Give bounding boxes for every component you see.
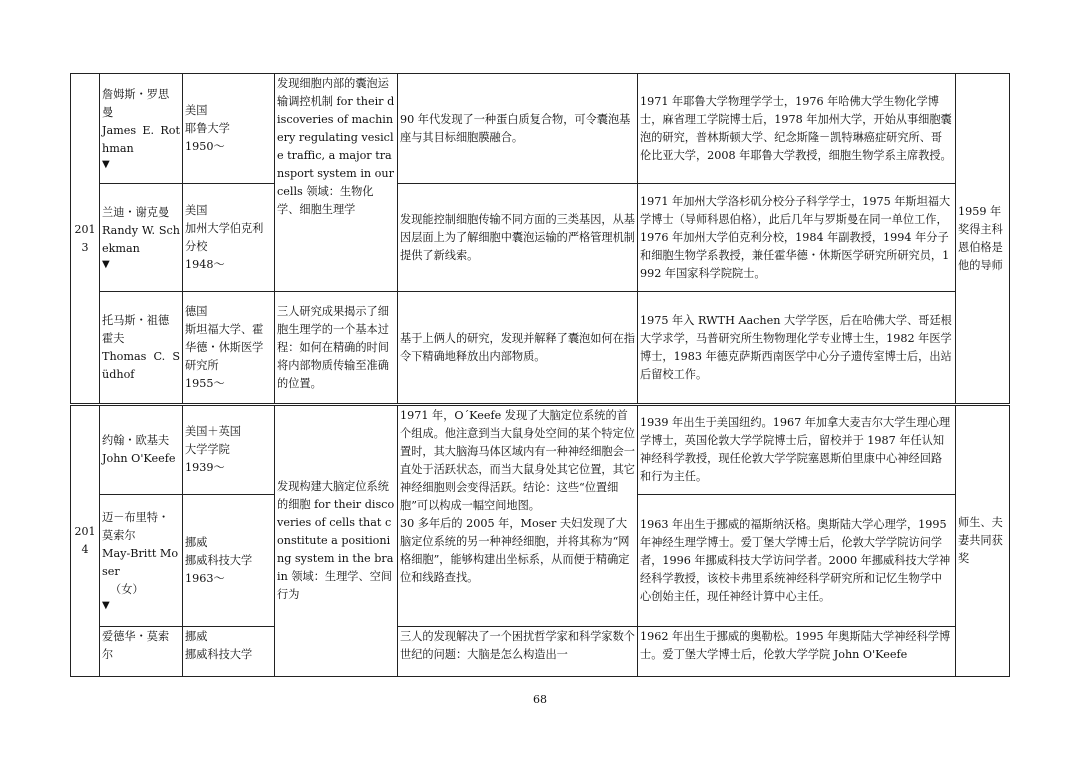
country: 德国 [185, 304, 208, 318]
contribution-cell: 三人的发现解决了一个困扰哲学家和科学家数个世纪的问题：大脑是怎么构造出一 [398, 627, 638, 677]
institution: 挪威科技大学 [185, 553, 253, 567]
country: 挪威 [185, 535, 208, 549]
laureate-name-cell [100, 405, 183, 495]
note-cell: 师生、夫妻共同获奖 [956, 405, 1010, 677]
laureate-name-cell [100, 627, 183, 677]
bio-cell: 1971 年耶鲁大学物理学学士，1976 年哈佛大学生物化学博士，麻省理工学院博士后，1978 年加州大学，开始从事细胞囊泡的研究，普林斯顿大学、纪念斯隆－凯特琳癌症研究所、哥伦比亚大学，2008 年耶鲁大学教授，细胞生物学系主席教授。 [638, 74, 956, 184]
bio-cell: 1962 年出生于挪威的奥勒松。1995 年奥斯陆大学神经科学博士。爱丁堡大学博士后，伦敦大学学院 John O'Keefe [638, 627, 956, 677]
laureate-name-en: Randy W. Schekman [102, 223, 180, 255]
bio-cell: 1975 年入 RWTH Aachen 大学学医，后在哈佛大学、哥廷根大学求学，马普研究所生物物理化学专业博士生，1982 年医学博士，1983 年德克萨斯西南医学中心分子遗传室博士后，出站后留校工作。 [638, 292, 956, 405]
laureate-name-cn: 兰迪・谢克曼 [102, 205, 170, 219]
laureate-name-cn: 爱德华・莫索尔 [102, 630, 170, 661]
institution: 挪威科技大学 [185, 648, 253, 661]
down-triangle-icon: ▼ [102, 599, 110, 611]
table-row [71, 74, 1010, 184]
discovery-summary-cell: 三人研究成果揭示了细胞生理学的一个基本过程：如何在精确的时间将内部物质传输至准确的位置。 [275, 292, 398, 405]
affiliation-cell [183, 405, 275, 495]
country: 美国 [185, 203, 208, 217]
birth-year: 1950～ [185, 139, 225, 153]
laureate-name-en: Thomas C. Südhof [102, 349, 180, 381]
bio-cell: 1939 年出生于美国纽约。1967 年加拿大麦吉尔大学生理心理学博士，英国伦敦大学学院博士后，留校并于 1987 年任认知神经科学教授，现任伦敦大学学院塞恩斯伯里康中心神经回路和行为主任。 [638, 405, 956, 495]
country: 挪威 [185, 630, 208, 643]
discovery-cell: 发现构建大脑定位系统的细胞 for their discoveries of cells that constitute a positioning system in the brain 领域：生理学、空间行为 [275, 405, 398, 677]
down-triangle-icon: ▼ [102, 158, 110, 170]
table-row [71, 405, 1010, 495]
laureate-name-cell [100, 74, 183, 184]
note-cell: 1959 年奖得主科恩伯格是他的导师 [956, 74, 1010, 405]
laureate-name-en: May-Britt Moser [102, 546, 179, 578]
contribution-cell: 基于上俩人的研究，发现并解释了囊泡如何在指令下精确地释放出内部物质。 [398, 292, 638, 405]
institution: 加州大学伯克利分校 [185, 221, 264, 253]
country: 美国＋英国 [185, 425, 241, 438]
birth-year: 1955～ [185, 376, 225, 390]
affiliation-cell [183, 627, 275, 677]
contribution-text-1: 1971 年，O´Keefe 发现了大脑定位系统的首个组成。他注意到当大鼠身处空间的某个特定位置时，其大脑海马体区域内有一种神经细胞会一直处于活跃状态，而当大鼠身处其它位置，其它神经细胞则会变得活跃。结论：这些“位置细胞”可以构成一幅空间地图。 [400, 409, 635, 512]
birth-year: 1963～ [185, 571, 225, 585]
contribution-cell [398, 405, 638, 627]
contribution-cell: 90 年代发现了一种蛋白质复合物，可令囊泡基座与其目标细胞膜融合。 [398, 74, 638, 184]
laureate-name-cn: 约翰・欧基夫 [102, 434, 170, 447]
laureate-name-cn: 托马斯・祖德霍夫 [102, 313, 170, 345]
laureate-name-note: （女） [110, 582, 144, 596]
table-row [71, 292, 1010, 405]
page-number: 68 [533, 693, 547, 706]
bio-cell: 1963 年出生于挪威的福斯纳沃格。奥斯陆大学心理学，1995 年神经生理学博士。爱丁堡大学博士后，伦敦大学学院访问学者，1996 年挪威科技大学访问学者。2000 年挪威科技大学神经科学教授，该校卡弗里系统神经科学研究所和记忆生物学中心创始主任，现任神经计算中心主任。 [638, 495, 956, 627]
table-row [71, 627, 1010, 677]
institution: 斯坦福大学、霍华德・休斯医学研究所 [185, 322, 264, 372]
country: 美国 [185, 103, 208, 117]
affiliation-cell [183, 292, 275, 405]
laureate-name-cell [100, 184, 183, 292]
down-triangle-icon: ▼ [102, 258, 110, 270]
birth-year: 1939～ [185, 461, 225, 474]
laureate-name-en: James E. Rothman [102, 123, 180, 155]
year-cell: 2014 [71, 405, 100, 677]
bio-cell: 1971 年加州大学洛杉矶分校分子科学学士，1975 年斯坦福大学博士（导师科恩伯格），此后几年与罗斯曼在同一单位工作，1976 年加州大学伯克利分校，1984 年副教授，1994 年分子和细胞生物学系教授，兼任霍华德・休斯医学研究所研究员，1992 年国家科学院院士。 [638, 184, 956, 292]
birth-year: 1948～ [185, 257, 225, 271]
laureate-name-cell [100, 495, 183, 627]
nobel-laureates-table [70, 73, 1010, 677]
laureate-name-cn: 迈－布里特・莫索尔 [102, 510, 170, 542]
laureate-name-cn: 詹姆斯・罗思曼 [102, 87, 170, 119]
institution: 大学学院 [185, 443, 230, 456]
contribution-cell: 发现能控制细胞传输不同方面的三类基因，从基因层面上为了解细胞中囊泡运输的严格管理机制提供了新线索。 [398, 184, 638, 292]
laureate-name-cell [100, 292, 183, 405]
year-cell: 2013 [71, 74, 100, 405]
discovery-cell: 发现细胞内部的囊泡运输调控机制 for their discoveries of machinery regulating vesicle traffic, a major transport system in our cells 领域：生物化学、细胞生理学 [275, 74, 398, 292]
table-row [71, 184, 1010, 292]
affiliation-cell [183, 184, 275, 292]
affiliation-cell [183, 495, 275, 627]
laureate-name-en: John O'Keefe [102, 452, 176, 465]
contribution-text-2: 30 多年后的 2005 年，Moser 夫妇发现了大脑定位系统的另一种神经细胞，并将其称为“网格细胞”，能够构建出坐标系，从而便于精确定位和线路查找。 [400, 517, 630, 584]
affiliation-cell [183, 74, 275, 184]
institution: 耶鲁大学 [185, 121, 230, 135]
